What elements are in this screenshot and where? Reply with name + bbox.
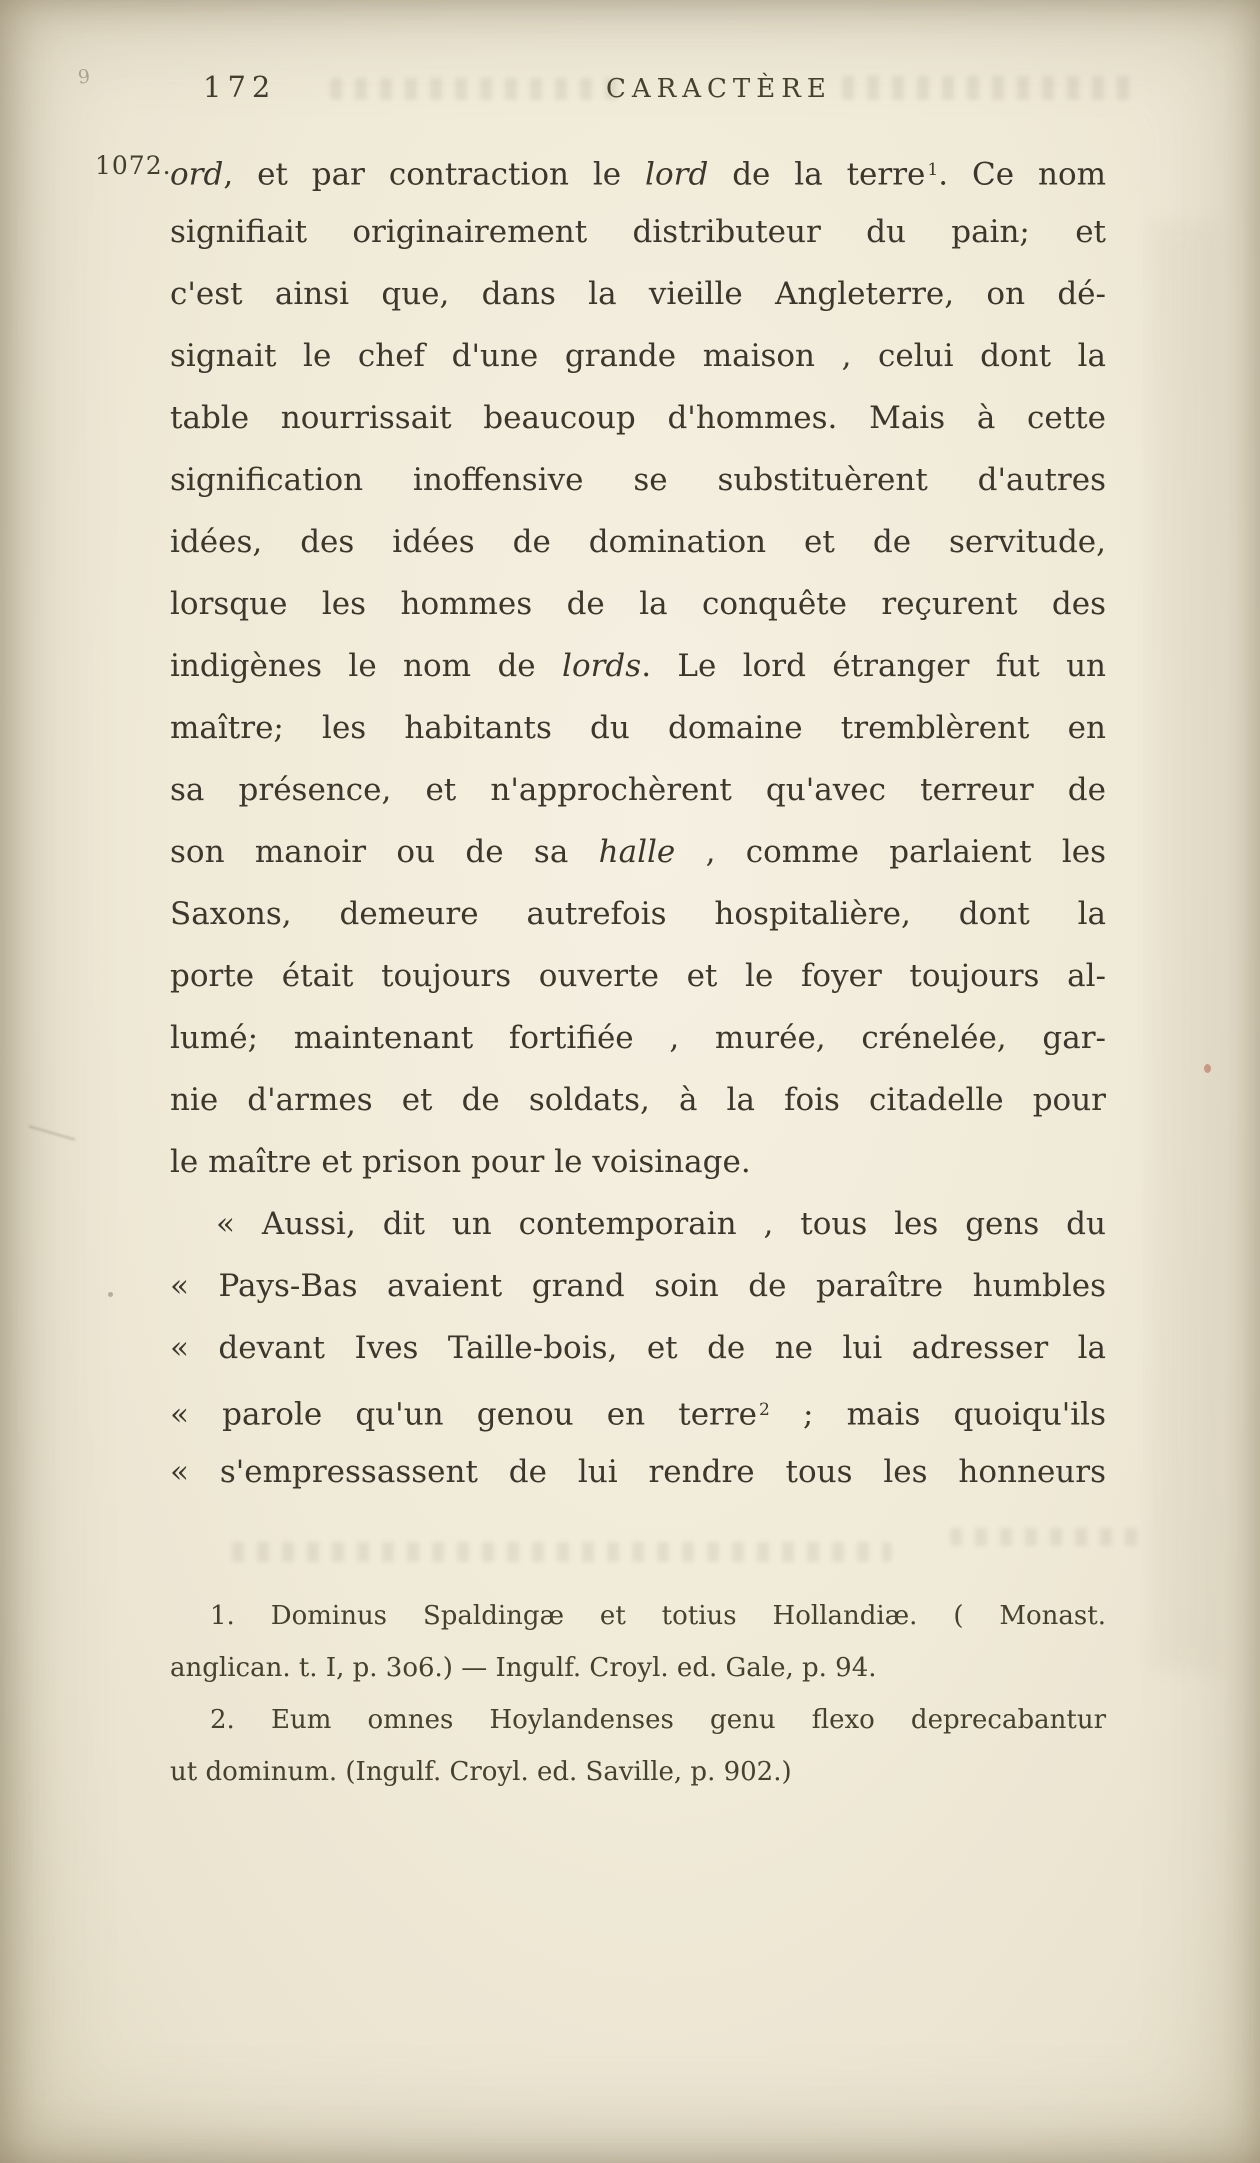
text-line: son manoir ou de sa halle , comme parlaient les — [170, 834, 1106, 870]
bleedthrough-smudge — [232, 1542, 892, 1562]
text-line: 2. Eum omnes Hoylandenses genu flexo deprecabantur — [210, 1705, 1106, 1735]
text-line: le maître et prison pour le voisinage. — [170, 1144, 751, 1180]
text-line: lorsque les hommes de la conquête reçurent des — [170, 586, 1106, 622]
text-line: table nourrissait beaucoup d'hommes. Mais à cette — [170, 400, 1106, 436]
text-line: indigènes le nom de lords. Le lord étranger fut un — [170, 648, 1106, 684]
text-line: signait le chef d'une grande maison , celui dont la — [170, 338, 1106, 374]
paper-speck — [1204, 1064, 1211, 1073]
footnote-marker: 2 — [759, 1400, 770, 1420]
bleedthrough-smudge — [842, 76, 1142, 100]
footnotes — [170, 1590, 1106, 1798]
text-line: « parole qu'un genou en terre $^2$ ; mais quoiqu'ils — [170, 1396, 1106, 1433]
text-line: ord, et par contraction le lord de la terre $^1$. Ce nom — [170, 156, 1107, 193]
bleedthrough-smudge — [330, 78, 620, 100]
text-line: sa présence, et n'approchèrent qu'avec terreur de — [170, 772, 1106, 808]
body-text — [170, 139, 1106, 1503]
text-line: « devant Ives Taille-bois, et de ne lui adresser la — [170, 1330, 1106, 1366]
text-line: maître; les habitants du domaine tremblèrent en — [170, 710, 1106, 746]
footnote-marker: 1 — [927, 160, 939, 180]
text-line: 1. Dominus Spaldingæ et totius Hollandiæ. ( Monast. — [210, 1601, 1106, 1631]
paper-scratch — [29, 1125, 76, 1140]
ink-dot — [108, 1292, 113, 1297]
running-title: CARACTÈRE — [606, 74, 832, 104]
text-line: porte était toujours ouverte et le foyer toujours al- — [170, 958, 1106, 994]
text-line: Saxons, demeure autrefois hospitalière, dont la — [170, 896, 1106, 932]
text-line: signifiait originairement distributeur du pain; et — [170, 214, 1106, 250]
text-line: « Aussi, dit un contemporain , tous les gens du — [216, 1206, 1106, 1242]
text-line: « s'empressassent de lui rendre tous les honneurs — [170, 1454, 1106, 1490]
text-line: signification inoffensive se substituèrent d'autres — [170, 462, 1106, 498]
bleedthrough-smudge — [950, 1528, 1140, 1546]
pencil-mark: 9 — [76, 65, 92, 89]
text-line: anglican. t. I, p. 3o6.) — Ingulf. Croyl. ed. Gale, p. 94. — [170, 1653, 877, 1683]
paragraph-number: 1072. — [95, 151, 172, 180]
text-line: c'est ainsi que, dans la vieille Angleterre, on dé- — [170, 276, 1106, 312]
scan-streak — [1150, 220, 1220, 1670]
text-line: idées, des idées de domination et de servitude, — [170, 524, 1106, 560]
text-line: nie d'armes et de soldats, à la fois citadelle pour — [170, 1082, 1106, 1118]
text-line: « Pays-Bas avaient grand soin de paraître humbles — [170, 1268, 1106, 1304]
text-line: lumé; maintenant fortifiée , murée, crénelée, gar- — [170, 1020, 1106, 1056]
page-number: 172 — [203, 70, 277, 104]
text-line: ut dominum. (Ingulf. Croyl. ed. Saville, p. 902.) — [170, 1757, 792, 1787]
